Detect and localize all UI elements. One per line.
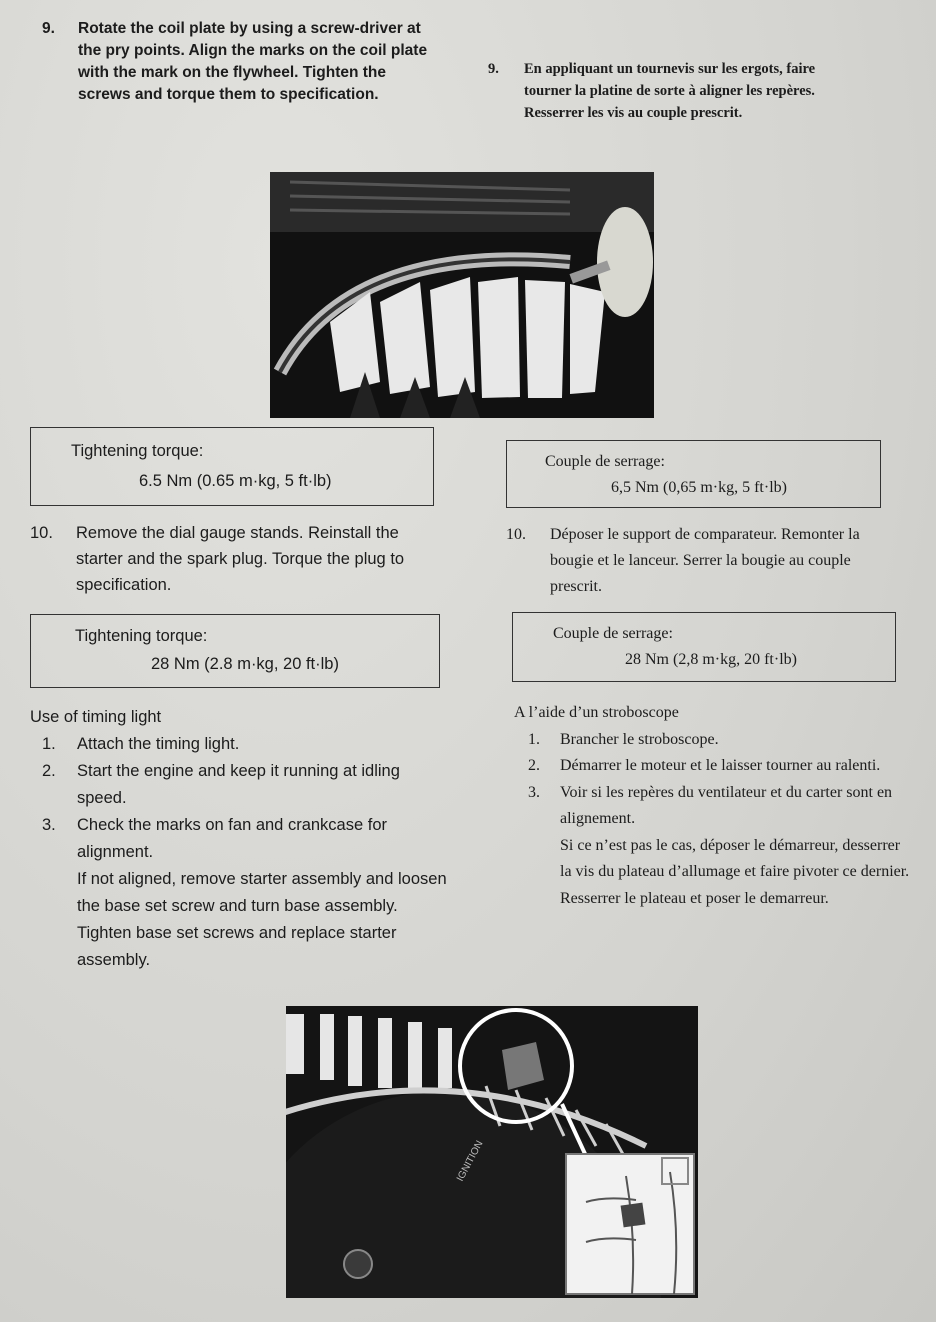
torque-box-2-en <box>30 614 440 688</box>
timing-fr-item-2-number: 2. <box>528 757 540 774</box>
torque-box-1-fr <box>506 440 881 508</box>
coil-plate-photo-illustration <box>270 172 654 418</box>
timing-fr-note-1: Si ce n’est pas le cas, déposer le démarreur, desserrer la vis du plateau d’allumage et faire pivoter ce dernier. <box>560 836 910 880</box>
torque-box-1-en <box>30 427 434 506</box>
timing-en-item-1 <box>30 731 450 758</box>
torque-2-en-label: Tightening torque: <box>75 627 208 645</box>
step9-en-text: Rotate the coil plate by using a screw-driver at the pry points. Align the marks on the coil plate with the mark on the flywheel. Tighten the screws and torque them to specification. <box>78 20 428 103</box>
timing-en-item-3 <box>30 812 450 866</box>
timing-fr-note-2: Resserrer le plateau et poser le demarreur. <box>560 889 829 907</box>
timing-fr-item-1-number: 1. <box>528 730 540 748</box>
timing-en-note-1: If not aligned, remove starter assembly and loosen the base set screw and turn base assembly. <box>77 870 447 915</box>
timing-en-item-3-number: 3. <box>42 816 56 834</box>
step10-fr <box>506 522 898 600</box>
coil-plate-photo <box>270 172 654 418</box>
timing-fr-item-2-text: Démarrer le moteur et le laisser tourner au ralenti. <box>560 757 881 774</box>
timing-light-fr <box>514 700 912 912</box>
timing-en-item-2-number: 2. <box>42 762 56 780</box>
torque-1-en-value: 6.5 Nm (0.65 m·kg, 5 ft·lb) <box>139 472 332 490</box>
timing-fr-item-3-text: Voir si les repères du ventilateur et du carter sont en alignement. <box>560 783 893 827</box>
timing-en-note-2: Tighten base set screws and replace starter assembly. <box>77 924 397 969</box>
step9-en-number: 9. <box>42 20 55 37</box>
torque-box-2-fr <box>512 612 896 682</box>
timing-mark-photo <box>286 1006 698 1298</box>
step9-fr-text: En appliquant un tournevis sur les ergots, faire tourner la platine de sorte à aligner les repères. Resserrer les vis au couple prescrit. <box>524 61 816 121</box>
torque-1-en-label: Tightening torque: <box>71 442 204 460</box>
timing-en-item-1-number: 1. <box>42 735 56 753</box>
timing-en-item-2 <box>30 758 450 812</box>
torque-1-fr-value: 6,5 Nm (0,65 m·kg, 5 ft·lb) <box>611 479 787 496</box>
step10-en-text: Remove the dial gauge stands. Reinstall the starter and the spark plug. Torque the plug to specification. <box>76 524 405 594</box>
torque-1-fr-label: Couple de serrage: <box>545 453 665 470</box>
timing-fr-item-3 <box>514 780 912 833</box>
step10-en <box>30 520 450 598</box>
flywheel-ignition-text: IGNITION <box>454 1138 486 1184</box>
timing-fr-item-3-number: 3. <box>528 783 540 801</box>
step9-fr <box>488 58 853 124</box>
timing-en-heading: Use of timing light <box>30 708 162 726</box>
step10-en-number: 10. <box>30 524 53 542</box>
timing-fr-item-2 <box>514 753 912 780</box>
torque-2-fr-value: 28 Nm (2,8 m·kg, 20 ft·lb) <box>625 651 797 668</box>
timing-mark-photo-illustration <box>286 1006 698 1298</box>
timing-light-en <box>30 704 450 974</box>
step10-fr-text: Déposer le support de comparateur. Remonter la bougie et le lanceur. Serrer la bougie au couple prescrit. <box>550 526 860 595</box>
timing-en-item-1-text: Attach the timing light. <box>77 735 240 753</box>
step9-fr-number: 9. <box>488 61 499 77</box>
timing-fr-item-1 <box>514 727 912 754</box>
timing-en-item-3-text: Check the marks on fan and crankcase for alignment. <box>77 816 387 861</box>
torque-2-fr-label: Couple de serrage: <box>553 625 673 642</box>
torque-2-en-value: 28 Nm (2.8 m·kg, 20 ft·lb) <box>151 655 339 673</box>
timing-fr-item-1-text: Brancher le stroboscope. <box>560 730 719 748</box>
timing-en-item-2-text: Start the engine and keep it running at idling speed. <box>77 762 400 807</box>
timing-fr-heading: A l’aide d’un stroboscope <box>514 704 679 721</box>
step9-en <box>42 18 432 106</box>
step10-fr-number: 10. <box>506 526 526 543</box>
